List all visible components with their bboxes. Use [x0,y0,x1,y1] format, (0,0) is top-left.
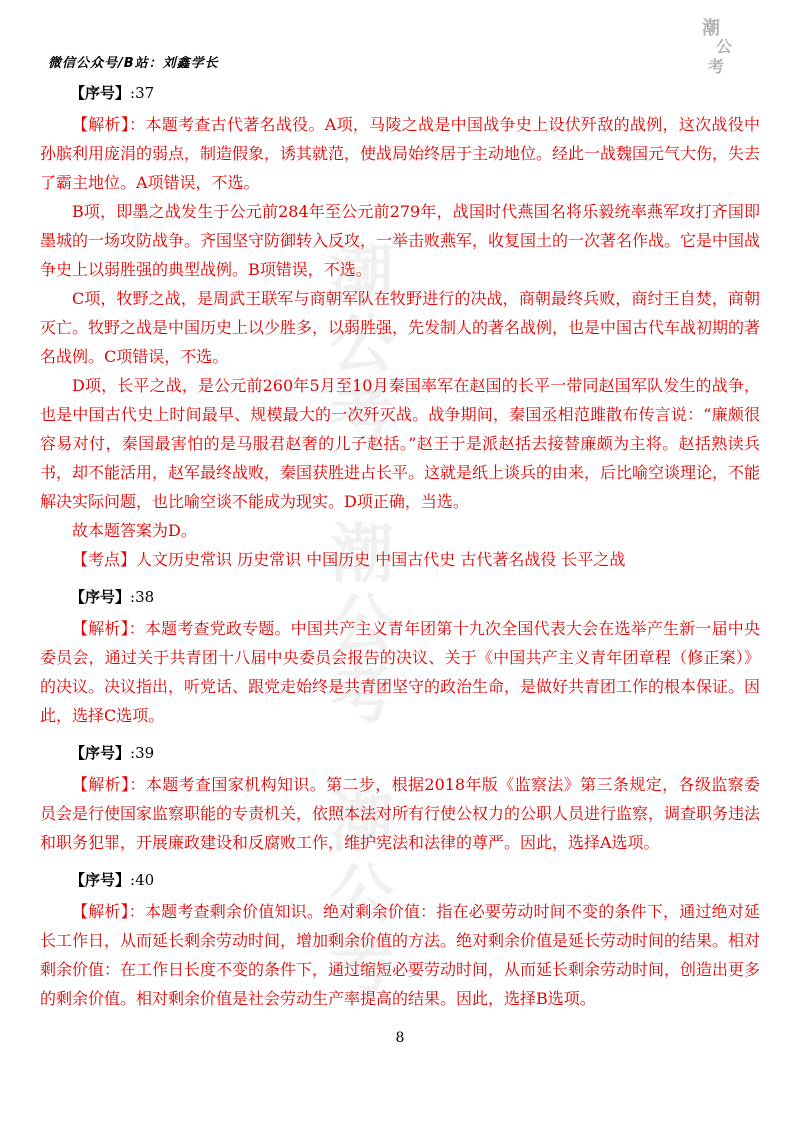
source-header: 微信公众号/B站：刘鑫学长 [48,56,219,71]
analysis-paragraph: D项，长平之战，是公元前260年5月至10月秦国率军在赵国的长平一带同赵国军队发生的战争，也是中国古代史上时间最早、规模最大的一次歼灭战。战争期间，秦国丞相范雎散布传言说：“廉颇很容易对付，秦国最害怕的是马服君赵奢的儿子赵括。”赵王于是派赵括去接替廉颇为主将。赵括熟读兵书，却不能活用，赵军最终战败，秦国获胜进占长平。这就是纸上谈兵的由来，后比喻空谈理论，不能解决实际问题，也比喻空谈不能成为现实。D项正确，当选。 [40,376,761,511]
watermark: 潮 公 考 [330,517,394,733]
analysis-paragraph: 【解析】：本题考查古代著名战役。A项，马陵之战是中国战争史上设伏歼敌的战例，这次战役中孙膑利用庞涓的弱点，制造假象，诱其就范，使战局始终居于主动地位。经此一战魏国元气大伤，失去了霸主地位。A项错误，不选。 [40,115,761,192]
logo-char-2: 公 [716,37,733,56]
analysis-paragraph: C项，牧野之战，是周武王联军与商朝军队在牧野进行的决战，商朝最终兵败，商纣王自焚，商朝灭亡。牧野之战是中国历史上以少胜多，以弱胜强，先发制人的著名战例，也是中国古代车战初期的著名战例。C项错误，不选。 [40,289,761,366]
page-number: 8 [395,1030,405,1046]
question-seq: 【序号】:40 [70,871,155,889]
document-body [40,80,760,1013]
logo-char-3: 考 [708,57,725,76]
brand-logo [680,14,736,78]
analysis-paragraph: 【解析】：本题考查剩余价值知识。绝对剩余价值：指在必要劳动时间不变的条件下，通过绝对延长工作日，从而延长剩余劳动时间，增加剩余价值的方法。绝对剩余价值是延长劳动时间的结果。相对剩余价值：在工作日长度不变的条件下，通过缩短必要劳动时间，从而延长剩余劳动时间，创造出更多的剩余价值。相对剩余价值是社会劳动生产率提高的结果。因此，选择B选项。 [40,902,761,1008]
question-seq: 【序号】:37 [70,84,155,102]
keypoint-line: 【考点】人文历史常识 历史常识 中国历史 中国古代史 古代著名战役 长平之战 [72,550,626,569]
question-seq: 【序号】:38 [70,588,155,606]
watermark: 潮 公 考 [330,237,394,453]
watermark: 潮 公 考 [330,787,394,1003]
analysis-paragraph: 【解析】：本题考查党政专题。中国共产主义青年团第十九次全国代表大会在选举产生新一届中央委员会，通过关于共青团十八届中央委员会报告的决议、关于《中国共产主义青年团章程（修正案）》的决议。决议指出，听党话、跟党走始终是共青团坚守的政治生命，是做好共青团工作的根本保证。因此，选择C选项。 [40,619,761,725]
question-seq: 【序号】:39 [70,744,155,762]
analysis-paragraph: B项，即墨之战发生于公元前284年至公元前279年，战国时代燕国名将乐毅统率燕军攻打齐国即墨城的一场攻防战争。齐国坚守防御转入反攻，一举击败燕军，收复国土的一次著名作战。它是中国战争史上以弱胜强的典型战例。B项错误，不选。 [40,202,761,279]
analysis-paragraph: 【解析】：本题考查国家机构知识。第二步，根据2018年版《监察法》第三条规定，各级监察委员会是行使国家监察职能的专责机关，依照本法对所有行使公权力的公职人员进行监察，调查职务违法和职务犯罪，开展廉政建设和反腐败工作，维护宪法和法律的尊严。因此，选择A选项。 [40,775,761,852]
answer-line: 故本题答案为D。 [72,521,197,540]
logo-char-1: 潮 [702,18,720,39]
